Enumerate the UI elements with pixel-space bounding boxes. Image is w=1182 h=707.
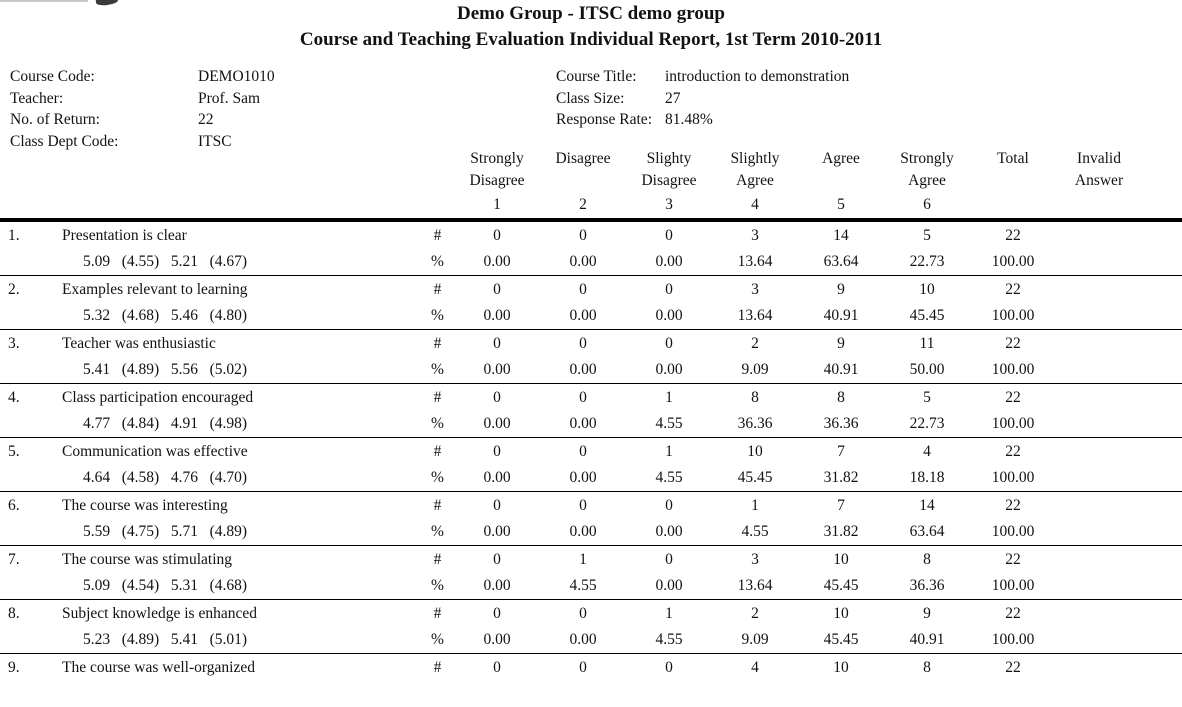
count-value: 0 — [454, 276, 540, 304]
item-scores: 4.77 (4.84) 4.91 (4.98) — [83, 415, 248, 432]
item-text: The course was well-organized — [62, 654, 421, 682]
count-value: 8 — [884, 654, 970, 682]
percent-value: 45.45 — [737, 469, 773, 486]
invalid-answer-cell — [1056, 600, 1142, 628]
percent-symbol: % — [431, 361, 444, 378]
percent-symbol: % — [431, 415, 444, 432]
item-scores: 5.09 (4.54) 5.31 (4.68) — [83, 577, 248, 594]
percent-value: 45.45 — [823, 577, 859, 594]
count-value: 0 — [540, 220, 626, 249]
count-value: 0 — [540, 330, 626, 358]
percent-value: 0.00 — [483, 469, 511, 486]
count-value: 2 — [712, 330, 798, 358]
item-text: Communication was effective — [62, 438, 421, 466]
count-value: 3 — [712, 276, 798, 304]
invalid-answer-cell — [1056, 654, 1142, 682]
percent-value: 0.00 — [483, 307, 511, 324]
column-header-line2 — [540, 170, 626, 192]
no-of-return-label: No. of Return: — [10, 111, 100, 129]
no-of-return-value: 22 — [198, 111, 214, 129]
count-value: 0 — [626, 330, 712, 358]
page-subtitle: Course and Teaching Evaluation Individual Report, 1st Term 2010-2011 — [299, 29, 883, 50]
scale-number: 2 — [579, 196, 587, 213]
item-text: Presentation is clear — [62, 220, 421, 249]
percent-value: 18.18 — [909, 469, 945, 486]
column-header-agree: Agree — [822, 150, 860, 167]
percent-value: 0.00 — [569, 415, 597, 432]
header-line-1 — [0, 148, 1182, 170]
column-header-line2: Agree — [908, 172, 946, 189]
item-text: Class participation encouraged — [62, 384, 421, 412]
item-count-row — [0, 654, 1182, 682]
info-row-response-rate — [556, 109, 849, 131]
class-dept-code-value: ITSC — [198, 132, 232, 150]
item-text: Examples relevant to learning — [62, 276, 421, 304]
header-scale-numbers — [0, 192, 1182, 220]
item-percent-row — [0, 465, 1182, 492]
count-symbol: # — [421, 546, 454, 574]
count-symbol: # — [421, 492, 454, 520]
item-number: 7. — [0, 546, 62, 574]
percent-value: 0.00 — [569, 469, 597, 486]
item-count-row — [0, 492, 1182, 520]
column-header-disagree: Disagree — [555, 150, 611, 167]
count-total: 22 — [970, 492, 1056, 520]
count-value: 9 — [798, 330, 884, 358]
item-percent-row — [0, 357, 1182, 384]
invalid-answer-cell — [1056, 303, 1142, 330]
invalid-answer-cell — [1056, 384, 1142, 412]
percent-value: 0.00 — [655, 361, 683, 378]
count-value: 0 — [626, 276, 712, 304]
column-header-line2: Disagree — [641, 172, 697, 189]
percent-value: 0.00 — [569, 253, 597, 270]
item-number: 1. — [0, 220, 62, 249]
column-header-total: Total — [997, 150, 1029, 167]
item-scores: 5.41 (4.89) 5.56 (5.02) — [83, 361, 248, 378]
percent-value: 63.64 — [909, 523, 945, 540]
percent-value — [540, 681, 626, 707]
class-dept-code-label: Class Dept Code: — [10, 132, 119, 150]
count-value: 9 — [798, 276, 884, 304]
percent-value: 9.09 — [741, 361, 769, 378]
percent-value: 31.82 — [823, 469, 859, 486]
teacher-label: Teacher: — [10, 89, 64, 107]
percent-value: 0.00 — [483, 361, 511, 378]
scale-number — [1056, 192, 1142, 220]
item-scores: 5.09 (4.55) 5.21 (4.67) — [83, 253, 248, 270]
info-row-class-size — [556, 88, 849, 110]
count-value: 0 — [454, 384, 540, 412]
item-percent-row — [0, 681, 1182, 707]
invalid-answer-cell — [1056, 492, 1142, 520]
percent-symbol: % — [431, 631, 444, 648]
info-row-teacher — [10, 88, 275, 110]
header-line-2 — [0, 170, 1182, 192]
item-count-row — [0, 438, 1182, 466]
percent-value: 0.00 — [655, 253, 683, 270]
percent-value: 36.36 — [737, 415, 773, 432]
count-value: 3 — [712, 546, 798, 574]
scale-number: 6 — [923, 196, 931, 213]
count-value: 3 — [712, 220, 798, 249]
item-number: 6. — [0, 492, 62, 520]
item-count-row — [0, 330, 1182, 358]
count-symbol: # — [421, 438, 454, 466]
report-table-body — [0, 220, 1182, 707]
percent-value: 4.55 — [741, 523, 769, 540]
count-value: 7 — [798, 492, 884, 520]
count-value: 1 — [626, 438, 712, 466]
percent-value: 4.55 — [655, 415, 683, 432]
column-header-strongly-disagree: Strongly — [470, 150, 524, 167]
count-symbol: # — [421, 276, 454, 304]
count-symbol: # — [421, 384, 454, 412]
percent-value: 4.55 — [655, 469, 683, 486]
invalid-answer-cell — [1056, 519, 1142, 546]
course-code-value: DEMO1010 — [198, 68, 275, 85]
teacher-value: Prof. Sam — [198, 89, 260, 107]
count-value: 0 — [454, 492, 540, 520]
column-header-line2: Agree — [736, 172, 774, 189]
item-count-row — [0, 384, 1182, 412]
count-value: 10 — [712, 438, 798, 466]
percent-value: 45.45 — [823, 631, 859, 648]
percent-value: 0.00 — [483, 523, 511, 540]
count-value: 0 — [540, 438, 626, 466]
count-value: 1 — [626, 384, 712, 412]
invalid-answer-cell — [1056, 249, 1142, 276]
invalid-answer-cell — [1056, 330, 1142, 358]
count-value: 10 — [884, 276, 970, 304]
count-value: 0 — [540, 276, 626, 304]
count-value: 5 — [884, 384, 970, 412]
count-value: 14 — [798, 220, 884, 249]
count-total: 22 — [970, 276, 1056, 304]
percent-value: 22.73 — [909, 415, 945, 432]
percent-value: 4.55 — [655, 631, 683, 648]
table-header — [0, 148, 1182, 220]
count-value: 0 — [540, 492, 626, 520]
count-value: 0 — [626, 220, 712, 249]
item-number: 3. — [0, 330, 62, 358]
percent-symbol: % — [431, 577, 444, 594]
percent-total: 100.00 — [991, 415, 1035, 432]
column-header-line2: Disagree — [469, 172, 525, 189]
percent-value: 9.09 — [741, 631, 769, 648]
count-value: 8 — [884, 546, 970, 574]
item-count-row — [0, 600, 1182, 628]
column-header-slightly-agree: Slightly — [730, 150, 780, 167]
item-text: Teacher was enthusiastic — [62, 330, 421, 358]
item-percent-row — [0, 249, 1182, 276]
percent-value: 45.45 — [909, 307, 945, 324]
percent-symbol: % — [431, 469, 444, 486]
invalid-answer-cell — [1056, 573, 1142, 600]
scale-number — [970, 192, 1056, 220]
course-info-left — [10, 66, 275, 152]
percent-symbol — [421, 681, 454, 707]
item-count-row — [0, 276, 1182, 304]
item-percent-row — [0, 573, 1182, 600]
item-percent-row — [0, 411, 1182, 438]
column-header-line2 — [798, 170, 884, 192]
count-value: 5 — [884, 220, 970, 249]
percent-total — [970, 681, 1056, 707]
item-number: 4. — [0, 384, 62, 412]
count-value: 1 — [712, 492, 798, 520]
count-value: 0 — [454, 546, 540, 574]
percent-value: 36.36 — [823, 415, 859, 432]
column-header-invalid: Invalid — [1077, 150, 1121, 167]
percent-value: 0.00 — [483, 631, 511, 648]
invalid-answer-cell — [1056, 546, 1142, 574]
response-rate-label: Response Rate: — [556, 111, 652, 129]
count-value: 0 — [454, 438, 540, 466]
class-size-label: Class Size: — [556, 89, 625, 107]
info-row-course-title — [556, 66, 849, 88]
percent-value: 0.00 — [655, 307, 683, 324]
count-total: 22 — [970, 546, 1056, 574]
item-scores: 5.23 (4.89) 5.41 (5.01) — [83, 631, 248, 648]
percent-value — [712, 681, 798, 707]
count-value: 0 — [540, 654, 626, 682]
item-text: Subject knowledge is enhanced — [62, 600, 421, 628]
response-rate-value: 81.48% — [665, 111, 713, 129]
count-total: 22 — [970, 330, 1056, 358]
count-value: 0 — [454, 654, 540, 682]
percent-symbol: % — [431, 523, 444, 540]
percent-value — [626, 681, 712, 707]
percent-value: 63.64 — [823, 253, 859, 270]
count-value: 8 — [798, 384, 884, 412]
count-value: 11 — [884, 330, 970, 358]
invalid-answer-cell — [1056, 276, 1142, 304]
count-value: 1 — [540, 546, 626, 574]
item-number: 9. — [0, 654, 62, 682]
percent-value — [798, 681, 884, 707]
percent-symbol: % — [431, 253, 444, 270]
count-total: 22 — [970, 384, 1056, 412]
count-value: 0 — [454, 600, 540, 628]
item-percent-row — [0, 627, 1182, 654]
percent-symbol: % — [431, 307, 444, 324]
percent-value: 13.64 — [737, 253, 773, 270]
percent-value — [454, 681, 540, 707]
percent-value: 22.73 — [909, 253, 945, 270]
count-symbol: # — [421, 600, 454, 628]
count-value: 9 — [884, 600, 970, 628]
invalid-answer-cell — [1056, 438, 1142, 466]
item-scores: 5.59 (4.75) 5.71 (4.89) — [83, 523, 248, 540]
percent-value: 31.82 — [823, 523, 859, 540]
invalid-answer-cell — [1056, 681, 1142, 707]
item-percent-row — [0, 303, 1182, 330]
invalid-answer-cell — [1056, 465, 1142, 492]
scale-number: 1 — [493, 196, 501, 213]
count-symbol: # — [421, 220, 454, 249]
percent-value: 0.00 — [655, 577, 683, 594]
item-percent-row — [0, 519, 1182, 546]
item-scores: 4.64 (4.58) 4.76 (4.70) — [83, 469, 248, 486]
scale-number: 4 — [751, 196, 759, 213]
percent-total: 100.00 — [991, 253, 1035, 270]
count-value: 0 — [626, 546, 712, 574]
class-size-value: 27 — [665, 89, 681, 107]
count-total: 22 — [970, 438, 1056, 466]
scale-number: 5 — [837, 196, 845, 213]
count-value: 0 — [540, 600, 626, 628]
course-code-label: Course Code: — [10, 68, 95, 85]
count-value: 10 — [798, 546, 884, 574]
count-value: 0 — [454, 330, 540, 358]
percent-total: 100.00 — [991, 523, 1035, 540]
column-header-strongly-agree: Strongly — [900, 150, 954, 167]
evaluation-table — [0, 148, 1182, 707]
info-row-course-code — [10, 66, 275, 88]
count-value: 14 — [884, 492, 970, 520]
percent-total: 100.00 — [991, 469, 1035, 486]
percent-total: 100.00 — [991, 361, 1035, 378]
item-count-row — [0, 546, 1182, 574]
percent-value: 0.00 — [569, 523, 597, 540]
percent-value: 4.55 — [569, 577, 597, 594]
count-value: 10 — [798, 654, 884, 682]
invalid-answer-cell — [1056, 627, 1142, 654]
percent-value: 36.36 — [909, 577, 945, 594]
percent-value: 0.00 — [483, 577, 511, 594]
percent-value: 0.00 — [569, 631, 597, 648]
percent-total: 100.00 — [991, 577, 1035, 594]
percent-value: 0.00 — [569, 307, 597, 324]
percent-value — [884, 681, 970, 707]
item-scores — [0, 681, 421, 707]
percent-value: 0.00 — [655, 523, 683, 540]
percent-value: 13.64 — [737, 577, 773, 594]
item-text: The course was interesting — [62, 492, 421, 520]
percent-value: 0.00 — [483, 415, 511, 432]
count-value: 2 — [712, 600, 798, 628]
count-value: 0 — [454, 220, 540, 249]
count-symbol: # — [421, 654, 454, 682]
item-text: The course was stimulating — [62, 546, 421, 574]
percent-total: 100.00 — [991, 631, 1035, 648]
count-value: 10 — [798, 600, 884, 628]
count-value: 4 — [884, 438, 970, 466]
count-value: 7 — [798, 438, 884, 466]
item-number: 2. — [0, 276, 62, 304]
course-title-label: Course Title: — [556, 68, 637, 85]
report-header — [0, 1, 1182, 53]
page-title: Demo Group - ITSC demo group — [457, 3, 725, 24]
count-value: 0 — [626, 492, 712, 520]
percent-value: 40.91 — [823, 307, 859, 324]
percent-value: 0.00 — [483, 253, 511, 270]
item-count-row — [0, 220, 1182, 249]
course-info-right — [556, 66, 849, 131]
count-value: 0 — [540, 384, 626, 412]
invalid-answer-cell — [1056, 220, 1142, 249]
scale-number: 3 — [665, 196, 673, 213]
invalid-answer-cell — [1056, 411, 1142, 438]
count-value: 1 — [626, 600, 712, 628]
count-value: 0 — [626, 654, 712, 682]
count-symbol: # — [421, 330, 454, 358]
count-total: 22 — [970, 600, 1056, 628]
column-header-slightly-disagree: Slighty — [646, 150, 692, 167]
percent-value: 40.91 — [823, 361, 859, 378]
percent-value: 40.91 — [909, 631, 945, 648]
count-value: 8 — [712, 384, 798, 412]
percent-total: 100.00 — [991, 307, 1035, 324]
item-scores: 5.32 (4.68) 5.46 (4.80) — [83, 307, 248, 324]
count-total: 22 — [970, 654, 1056, 682]
column-header-line2 — [970, 170, 1056, 192]
item-number: 8. — [0, 600, 62, 628]
item-number: 5. — [0, 438, 62, 466]
column-header-line2: Answer — [1074, 172, 1124, 189]
percent-value: 13.64 — [737, 307, 773, 324]
course-title-value: introduction to demonstration — [665, 68, 850, 85]
percent-value: 50.00 — [909, 361, 945, 378]
count-total: 22 — [970, 220, 1056, 249]
percent-value: 0.00 — [569, 361, 597, 378]
info-row-no-of-return — [10, 109, 275, 131]
invalid-answer-cell — [1056, 357, 1142, 384]
count-value: 4 — [712, 654, 798, 682]
